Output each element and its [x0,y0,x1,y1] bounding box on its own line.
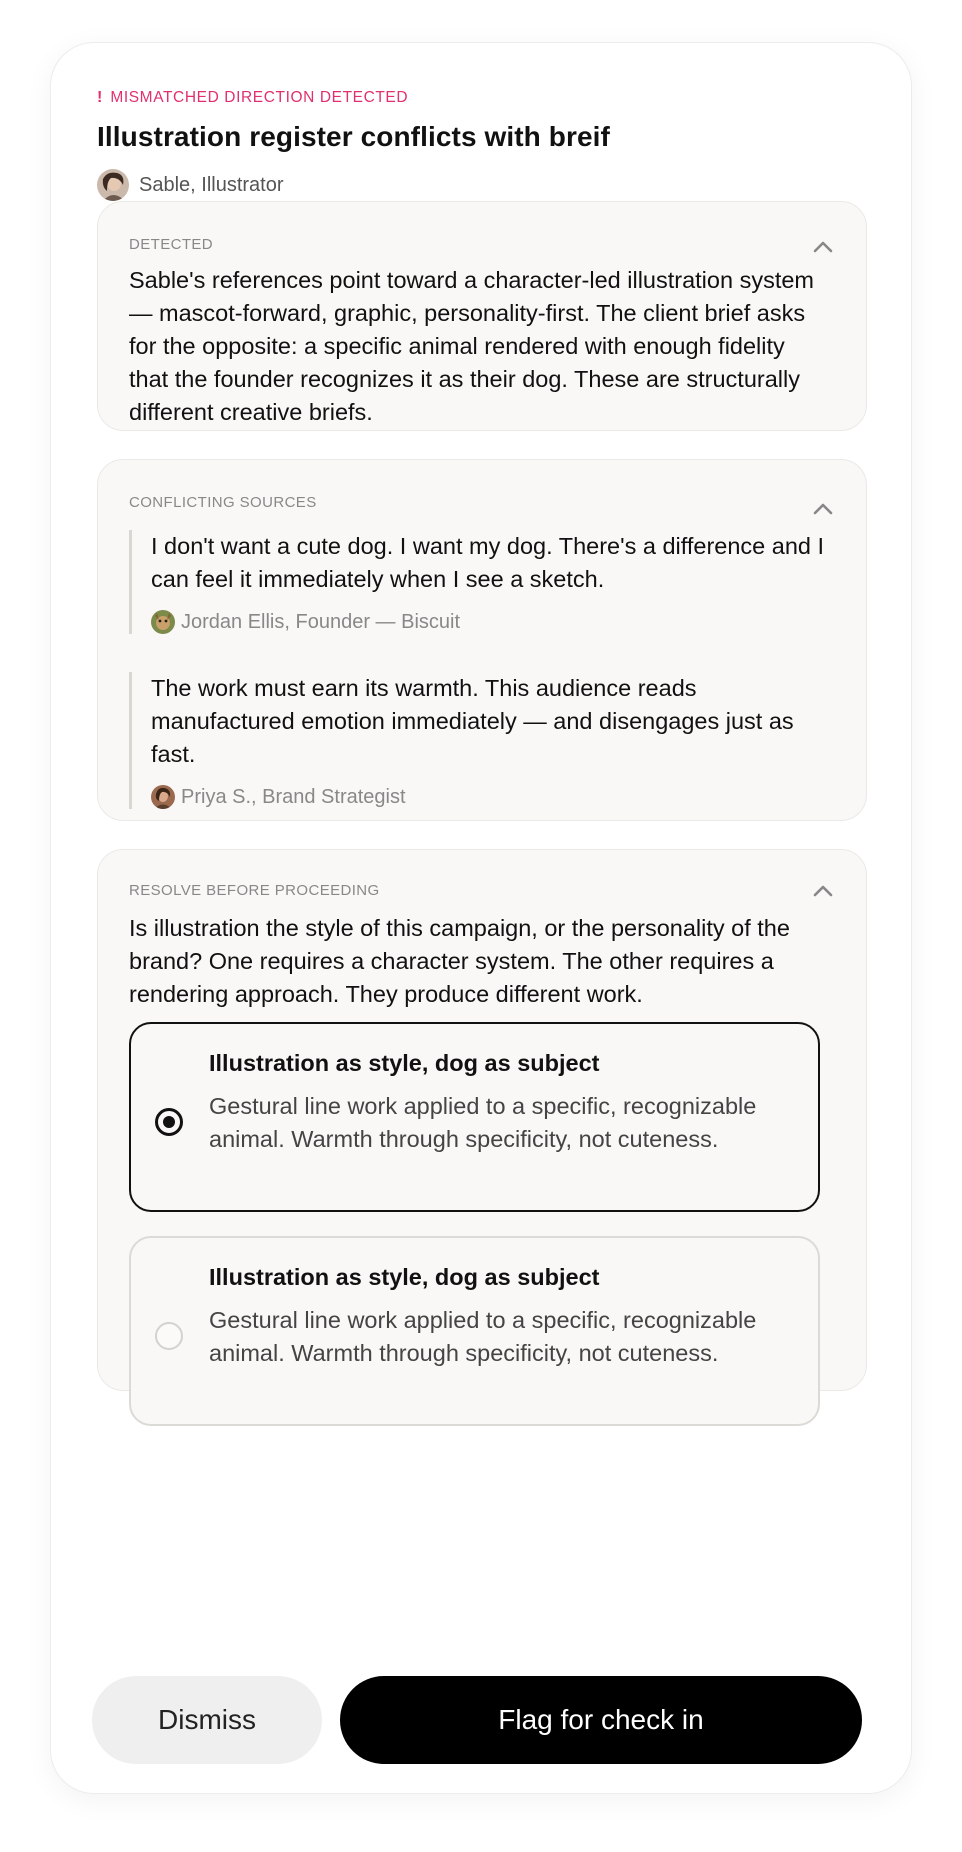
radio-unselected-icon[interactable] [155,1322,183,1350]
alert-header [97,89,408,107]
author-avatar [97,169,129,201]
alert-title: Illustration register conflicts with breif [97,121,610,152]
resolution-option[interactable] [129,1236,820,1426]
alert-exclamation-icon: ! [97,89,103,106]
option-description: Gestural line work applied to a specific, recognizable animal. Warmth through specificity, not cuteness. [209,1093,757,1152]
quote-attribution [151,785,829,809]
avatar [151,785,175,809]
option-description: Gestural line work applied to a specific, recognizable animal. Warmth through specificity, not cuteness. [209,1307,757,1366]
author-name: Sable, Illustrator [139,173,284,196]
quote-text: The work must earn its warmth. This audience reads manufactured emotion immediately — and disengages just as fast. [151,675,794,767]
radio-selected-icon[interactable] [155,1108,183,1136]
dismiss-button[interactable]: Dismiss [92,1676,322,1764]
attribution-text: Jordan Ellis, Founder — Biscuit [181,610,461,633]
chevron-up-icon[interactable] [810,882,836,900]
resolution-option[interactable] [129,1022,820,1212]
author-byline [97,169,284,201]
conflicting-sources-label: CONFLICTING SOURCES [129,494,317,511]
detected-label: DETECTED [129,236,214,253]
avatar [151,610,175,634]
chevron-up-icon[interactable] [810,238,836,256]
detected-body: Sable's references point toward a character-led illustration system — mascot-forward, graphic, personality-first. The client brief asks for the opposite: a specific animal rendered with enough fidelity that the founder recognizes it as their dog. These are structurally different creative briefs. [129,267,814,425]
option-title: Illustration as style, dog as subject [209,1264,600,1290]
attribution-text: Priya S., Brand Strategist [181,785,406,808]
quote-attribution [151,610,829,634]
flag-for-check-in-button[interactable]: Flag for check in [340,1676,862,1764]
source-quote [129,530,829,634]
quote-text: I don't want a cute dog. I want my dog. There's a difference and I can feel it immediately when I see a sketch. [151,533,825,592]
option-title: Illustration as style, dog as subject [209,1050,600,1076]
source-quote [129,672,829,809]
resolve-panel [97,849,867,1391]
resolve-question: Is illustration the style of this campaign, or the personality of the brand? One requires a character system. The other requires a rendering approach. They produce different work. [129,915,790,1007]
alert-label: MISMATCHED DIRECTION DETECTED [110,89,409,106]
detected-panel [97,201,867,431]
conflicting-sources-panel [97,459,867,821]
chevron-up-icon[interactable] [810,500,836,518]
alert-card [50,42,912,1794]
resolve-label: RESOLVE BEFORE PROCEEDING [129,882,380,899]
